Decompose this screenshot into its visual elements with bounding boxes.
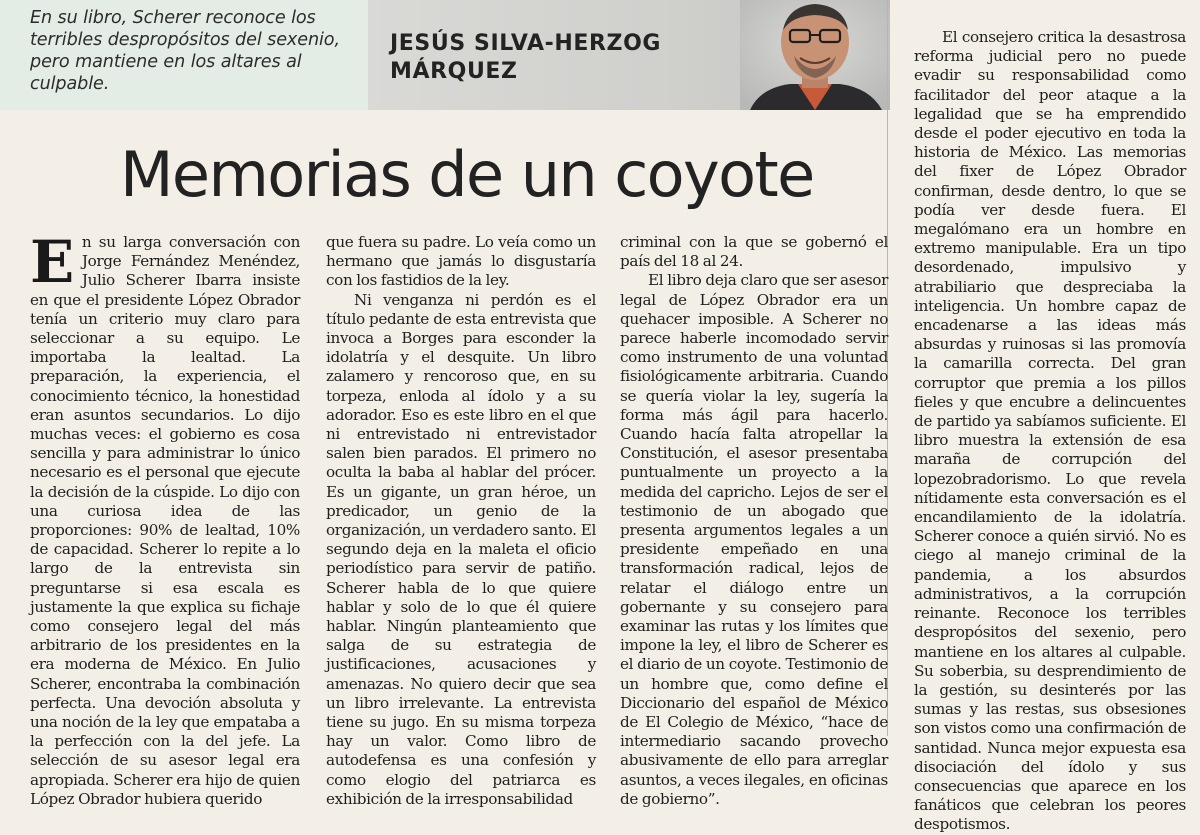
column-3-paragraph-1: criminal con la que se gobernó el país del 18 al 24. <box>620 233 888 271</box>
author-name-line1: JESÚS SILVA-HERZOG <box>390 31 662 56</box>
author-name <box>390 30 661 86</box>
column-2-paragraph-1: que fuera su padre. Lo veía como un hermano que jamás lo disgustaría con los fastidios de la ley. <box>326 233 596 290</box>
author-name-line2: MÁRQUEZ <box>390 59 518 84</box>
column-4-paragraph: El consejero critica la desastrosa reforma judicial pero no puede evadir su responsabilidad como facilitador del peor ataque a la legalidad que se ha emprendido desde el poder ejecutivo en toda la historia de México. Las memorias del fixer de López Obrador confirman, desde dentro, lo que se podía ver desde fuera. El megalómano era un hombre en extremo manipulable. Era un tipo desordenado, impulsivo y atrabiliario que despreciaba la inteligencia. Un hombre capaz de encadenarse a las ideas más absurdas y ruinosas si las promovía la camarilla correcta. Del gran corruptor que premia a los pillos fieles y que encubre a delincuentes de partido ya sabíamos suficiente. El libro muestra la extensión de esa maraña de corrupción del lopezobradorismo. Lo que revela nítidamente esta conversación es el encandilamiento de la idolatría. Scherer conoce a quién sirvió. No es ciego al manejo criminal de la pandemia, a los absurdos administrativos, a la corrupción reinante. Reconoce los terribles despropósitos del sexenio, pero mantiene en los altares al culpable. Su soberbia, su desprendimiento de la gestión, su desinterés por las sumas y las restas, sus obsesiones son vistos como una confirmación de santidad. Nunca mejor expuesta esa disociación del ídolo y sus consecuencias que aparece en los fanáticos que celebran los peores despotismos. <box>914 28 1186 834</box>
column-2-paragraph-2: Ni venganza ni perdón es el título pedante de esta entrevista que invoca a Borges para esconder la idolatría y el desquite. Un libro zalamero y rencoroso que, en su torpeza, enloda al ídolo y a su adorador. Eso es este libro en el que ni entrevistado ni entrevistador salen bien parados. El primero no oculta la baba al hablar del prócer. Es un gigante, un gran héroe, un predicador, un genio de la organización, un verdadero santo. El segundo deja en la maleta el oficio periodístico para servir de patiño. Scherer habla de lo que quiere hablar y solo de lo que él quiere hablar. Ningún planteamiento que salga de su estrategia de justificaciones, acusaciones y amenazas. No quiero decir que sea un libro irrelevante. La entrevista tiene su jugo. En su misma torpeza hay un valor. Como libro de autodefensa es una confesión y como elogio del patriarca es exhibición de la irresponsabilidad <box>326 290 596 808</box>
column-3-paragraph-2: El libro deja claro que ser asesor legal de López Obrador era un quehacer imposible. A Scherer no parece haberle incomodado servir como instrumento de una voluntad fisiológicamente arbitraria. Cuando se quería violar la ley, sugería la forma más ágil para hacerlo. Cuando hacía falta atropellar la Constitución, el asesor presentaba puntualmente un proyecto a la medida del capricho. Lejos de ser el testimonio de un abogado que presenta argumentos legales a un presidente empeñado en una transformación radical, lejos de relatar el diálogo entre un gobernante y su consejero para examinar las rutas y los límites que impone la ley, el libro de Scherer es el diario de un coyote. Testimonio de un hombre que, como define el Diccionario del español de México de El Colegio de México, “hace de intermediario sacando provecho abusivamente de ello para arreglar asuntos, a veces ilegales, en oficinas de gobierno”. <box>620 271 888 808</box>
article-headline: Memorias de un coyote <box>120 138 814 211</box>
article-column-2 <box>326 233 596 809</box>
article-column-4 <box>914 28 1186 835</box>
article-header <box>0 0 888 112</box>
article-column-3 <box>620 233 888 809</box>
author-photo <box>740 0 890 110</box>
column-1-paragraph: n su larga conversación con Jorge Fernández Menéndez, Julio Scherer Ibarra insiste en que el presidente López Obrador tenía un criterio muy claro para seleccionar a su equipo. Le importaba la lealtad. La preparación, la experiencia, el conocimiento técnico, la honestidad eran asuntos secundarios. Lo dijo muchas veces: el gobierno es cosa sencilla y para administrar lo único necesario es el personal que ejecute la decisión de la cúspide. Lo dijo con una curiosa idea de las proporciones: 90% de lealtad, 10% de capacidad. Scherer lo repite a lo largo de la entrevista sin preguntarse si esa escala es justamente la que explica su fichaje como consejero legal del más arbitrario de los presidentes en la era moderna de México. En Julio Scherer, encontraba la combinación perfecta. Una devoción absoluta y una noción de la ley que empataba a la perfección con la del jefe. La selección de su asesor legal era apropiada. Scherer era hijo de quien López Obrador hubiera querido <box>30 233 300 808</box>
article-deck: En su libro, Scherer reconoce los terribles despropósitos del sexenio, pero mantiene en los altares al culpable. <box>0 0 368 110</box>
drop-cap: E <box>30 228 74 296</box>
article-column-1 <box>30 228 300 809</box>
